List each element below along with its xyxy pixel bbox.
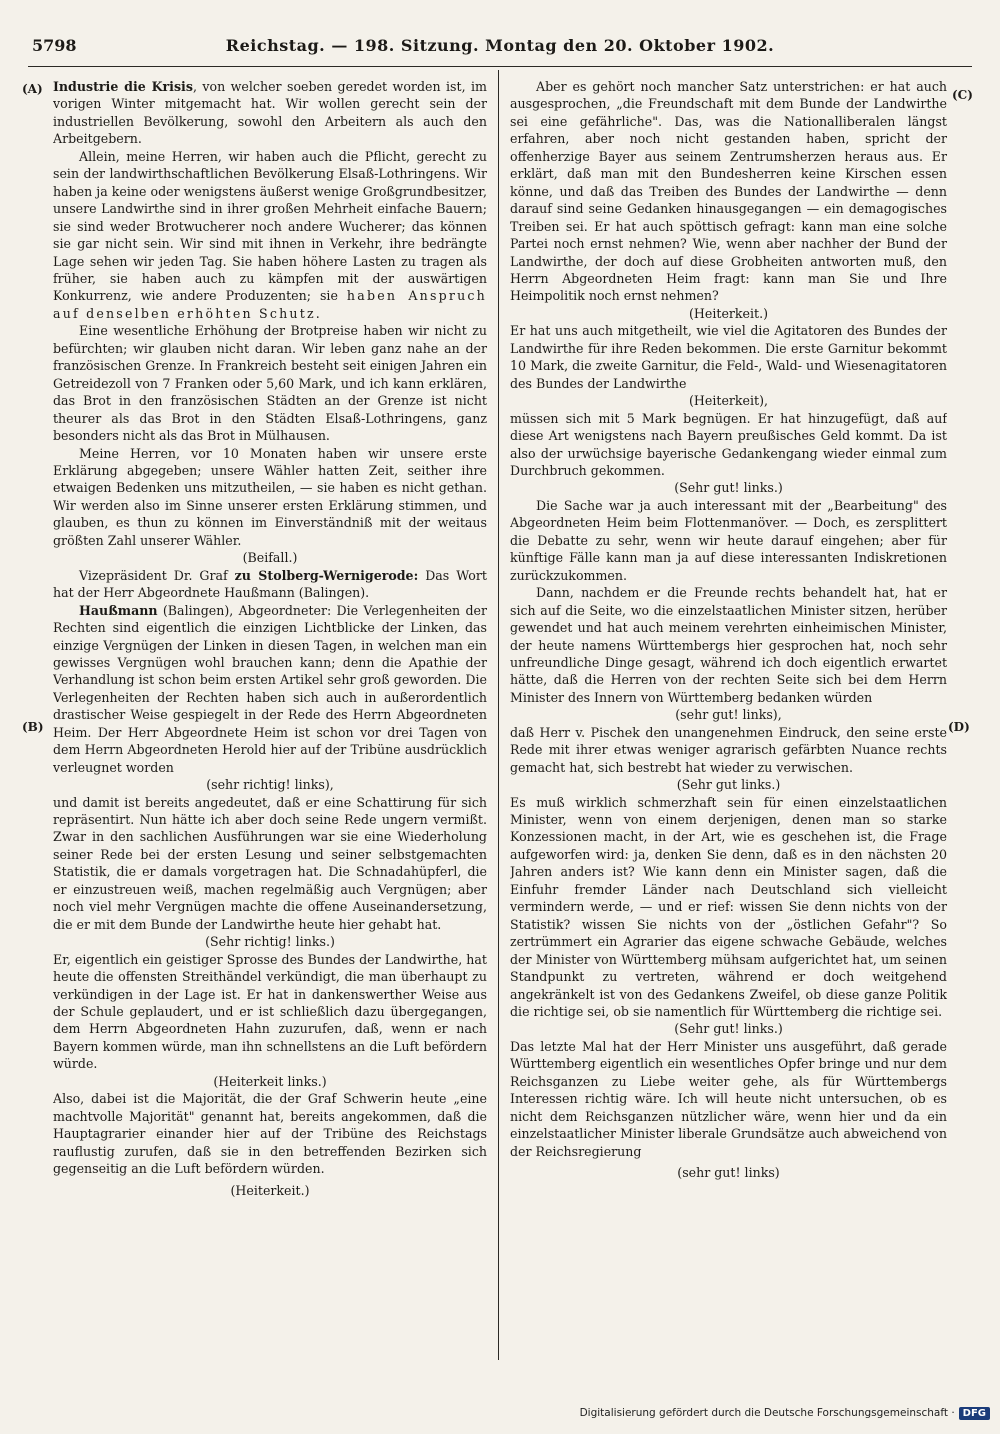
speaker-name: zu Stolberg-Wernigerode: xyxy=(234,567,419,583)
paragraph: Er, eigentlich ein geistiger Sprosse des Bundes der Landwirthe, hat heute die offensten Streithändel verkündigt, die man überhaupt zu verkündigen in der Lage ist. Er hat in dankenswerther Weise aus der Schule geplaudert, und er ist schließlich dazu übergegangen, dem Herrn Abgeordneten Hahn zuzurufen, daß, wenn er nach Bayern kommen würde, man ihn schnellstens an die Luft befördern würde. xyxy=(53,951,487,1072)
paragraph: Vizepräsident Dr. Graf zu Stolberg-Wernigerode: Das Wort hat der Herr Abgeordnete Haußmann (Balingen). xyxy=(53,567,487,601)
margin-marker-d: (D) xyxy=(948,720,970,734)
paragraph: müssen sich mit 5 Mark begnügen. Er hat hinzugefügt, daß auf diese Art wenigstens nach Bayern preußisches Geld kommt. Da ist also der urwüchsige bayerische Gedankengang wieder einmal zum Durchbruch gekommen. xyxy=(510,410,947,478)
header-rule xyxy=(28,66,972,67)
interjection: (Beifall.) xyxy=(242,550,298,566)
running-title: Reichstag. — 198. Sitzung. Montag den 20. Oktober 1902. xyxy=(225,36,775,55)
spaced-text: haben Anspruch auf denselben erhöhten Schutz. xyxy=(53,288,487,321)
interjection: (sehr gut! links), xyxy=(675,707,782,723)
interjection: (Sehr richtig! links.) xyxy=(205,934,335,950)
paragraph: Dann, nachdem er die Freunde rechts behandelt hat, hat er sich auf die Seite, wo die einzelstaatlichen Minister sitzen, herüber gewendet und hat auch meinem verehrten einheimischen Minister, der heute namens Württembergs hier gesprochen hat, noch sehr unfreundliche Dinge gesagt, während ich doch eigentlich erwartet hätte, daß die Herren von der rechten Seite sich bei dem Herrn Minister des Innern von Württemberg bedanken würden xyxy=(510,585,947,705)
paragraph: Industrie die Krisis, von welcher soeben geredet worden ist, im vorigen Winter mitgemacht hat. Wir wollen gerecht sein der industriellen Bevölkerung, sowohl den Arbeitern als auch den Arbeitgebern. xyxy=(53,79,487,147)
margin-marker-c: (C) xyxy=(952,88,973,102)
interjection: (Sehr gut! links.) xyxy=(674,480,783,496)
paragraph: Haußmann (Balingen), Abgeordneter: Die Verlegenheiten der Rechten sind eigentlich die einzigen Lichtblicke der Linken, das einzige Vergnügen der Linken in diesen Tagen, in welchen man ein gewisses Vergnügen wohl brauchen kann; denn die Apathie der Verhandlung ist schon beim ersten Artikel sehr groß geworden. Die Verlegenheiten der Rechten haben sich auch in außerordentlich drastischer Weise gespiegelt in der Rede des Herrn Abgeordneten Heim. Der Herr Abgeordnete Heim ist schon vor drei Tagen von dem Herrn Abgeordneten Herold hier auf der Tribüne ausdrücklich verleugnet worden xyxy=(53,602,487,775)
speaker-name: Haußmann xyxy=(79,602,158,618)
interjection: (sehr richtig! links), xyxy=(206,777,334,793)
interjection: (Sehr gut! links.) xyxy=(674,1021,783,1037)
paragraph: Eine wesentliche Erhöhung der Brotpreise haben wir nicht zu befürchten; wir glauben nicht daran. Wir leben ganz nahe an der französischen Grenze. In Frankreich besteht seit einigen Jahren ein Getreidezoll von 7 Franken oder 5,60 Mark, und ich kann erklären, das Brot in den französischen Städten an der Grenze ist nicht theurer als das Brot in den Städten Elsaß-Lothringens, ganz besonders nicht als das Brot in Mülhausen. xyxy=(53,323,487,444)
paragraph: Die Sache war ja auch interessant mit der „Bearbeitung" des Abgeordneten Heim beim Flottenmanöver. — Doch, es zersplittert die Debatte zu sehr, wenn wir heute darauf eingehen; aber für künftige Fälle kann man ja auf diese interessanten Indiskretionen zurückzukommen. xyxy=(510,497,947,583)
margin-marker-a: (A) xyxy=(22,82,43,96)
paragraph: Aber es gehört noch mancher Satz unterstrichen: er hat auch ausgesprochen, „die Freundschaft mit dem Bunde der Landwirthe sei eine gefährliche". Das, was die Nationalliberalen längst erfahren, aber noch nicht gestanden haben, spricht der offenherzige Bayer aus seinem Zentrumsherzen heraus aus. Er erklärt, daß man mit den Bundesherren keine Kirschen essen könne, und daß das Treiben des Bundes der Landwirthe — denn darauf sind seine Gedanken hinausgegangen — ein demagogisches Treiben sei. Er hat auch spöttisch gefragt: kann man eine solche Partei noch ernst nehmen? Wie, wenn aber nachher der Bund der Landwirthe, der doch auf diese Grobheiten antworten muß, den Herrn Abgeordneten Heim fragt: kann man Sie und Ihre Heimpolitik noch ernst nehmen? xyxy=(510,79,947,304)
digitization-credit xyxy=(580,1404,990,1422)
paragraph: daß Herr v. Pischek den unangenehmen Eindruck, den seine erste Rede mit ihrer etwas weniger agrarisch gefärbten Nuance rechts gemacht hat, sich bestrebt hat wieder zu verwischen. xyxy=(510,724,947,775)
bold-lead: Industrie die Krisis xyxy=(53,79,193,94)
left-column xyxy=(53,78,487,1378)
paragraph: Allein, meine Herren, wir haben auch die Pflicht, gerecht zu sein der landwirthschaftlichen Bevölkerung Elsaß-Lothringens. Wir haben ja keine oder wenigstens äußerst wenige Großgrundbesitzer, unsere Landwirthe sind in ihrer großen Mehrheit einfache Bauern; sie sind weder Brotwucherer noch andere Wucherer; das können sie gar nicht sein. Wir sind mit ihnen in Verkehr, ihre bedrängte Lage sehen wir jeden Tag. Sie haben höhere Lasten zu tragen als früher, sie haben auch zu kämpfen mit der auswärtigen Konkurrenz, wie andere Produzenten; sie haben Anspruch auf denselben erhöhten Schutz. xyxy=(53,148,487,321)
dfg-logo: DFG xyxy=(959,1407,990,1420)
page-number: 5798 xyxy=(32,36,77,55)
interjection: (Heiterkeit.) xyxy=(230,1182,310,1198)
interjection: (Heiterkeit links.) xyxy=(213,1073,327,1089)
interjection: (sehr gut! links) xyxy=(677,1165,780,1181)
paragraph: Das letzte Mal hat der Herr Minister uns ausgeführt, daß gerade Württemberg eigentlich ein wesentliches Opfer bringe und nur dem Reichsganzen zu Liebe weiter gehe, als für Württembergs Interessen richtig wäre. Ich will heute nicht untersuchen, ob es nicht dem Reichsganzen nützlicher wäre, wenn hier und da ein einzelstaatlicher Minister liberale Grundsätze auch abweichend von der Reichsregierung xyxy=(510,1038,947,1159)
column-divider xyxy=(498,70,499,1360)
interjection: (Heiterkeit.) xyxy=(689,305,768,321)
margin-marker-b: (B) xyxy=(22,720,44,734)
interjection: (Sehr gut links.) xyxy=(676,777,781,793)
paragraph: Meine Herren, vor 10 Monaten haben wir unsere erste Erklärung abgegeben; unsere Wähler hatten Zeit, seither ihre etwaigen Bedenken uns mitzutheilen, — sie haben es nicht gethan. Wir werden also im Sinne unserer ersten Erklärung stimmen, und glauben, es thun zu können im Einverständniß mit der weitaus größten Zahl unserer Wähler. xyxy=(53,445,487,548)
page-header xyxy=(28,36,972,62)
paragraph: Er hat uns auch mitgetheilt, wie viel die Agitatoren des Bundes der Landwirthe für ihre Reden bekommen. Die erste Garnitur bekommt 10 Mark, die zweite Garnitur, die Feld-, Wald- und Wiesenagitatoren des Bundes der Landwirthe xyxy=(510,323,947,391)
right-column xyxy=(510,78,947,1378)
paragraph: Es muß wirklich schmerzhaft sein für einen einzelstaatlichen Minister, wenn von einem derjenigen, denen man so starke Konzessionen macht, in der Art, wie es geschehen ist, die Frage aufgeworfen wird: ja, denken Sie denn, daß es in den nächsten 20 Jahren anders ist? Wie kann denn ein Minister sagen, daß die Einfuhr fremder Länder nach Deutschland sich vielleicht vermindern werde, — und er rief: wissen Sie denn nichts von der Statistik? wissen Sie nichts von der „östlichen Gefahr"? So zertrümmert ein Agrarier das eigene schwache Gebäude, welches der Minister von Württemberg mühsam aufgerichtet hat, um seinen Standpunkt zu vertreten, während er doch weitgehend angekränkelt ist von des Gedankens Zweifel, ob diese ganze Politik die richtige sei, ob sie namentlich für Württemberg die richtige sei. xyxy=(510,794,947,1020)
credit-text: Digitalisierung gefördert durch die Deutsche Forschungsgemeinschaft · xyxy=(579,1407,955,1419)
paragraph: Also, dabei ist die Majorität, die der Graf Schwerin heute „eine machtvolle Majorität" genannt hat, bereits angekommen, daß die Hauptagrarier einander hier auf der Tribüne des Reichstags rauflustig zurufen, daß sie in den betreffenden Bezirken sich gegenseitig an die Luft befördern würden. xyxy=(53,1091,487,1177)
paragraph: und damit ist bereits angedeutet, daß er eine Schattirung für sich repräsentirt. Nun hätte ich aber doch seine Rede ungern vermißt. Zwar in den sachlichen Ausführungen war sie eine Wiederholung seiner Rede bei der ersten Lesung und seiner selbstgemachten Statistik, die er damals vorgetragen hat. Die Schnadahüpferl, die er einzustreuen weiß, machen regelmäßig auch Vergnügen; aber noch viel mehr Vergnügen machte die offene Auseinandersetzung, die er mit dem Bunde der Landwirthe heute hier gehabt hat. xyxy=(53,794,487,932)
interjection: (Heiterkeit), xyxy=(689,393,768,409)
